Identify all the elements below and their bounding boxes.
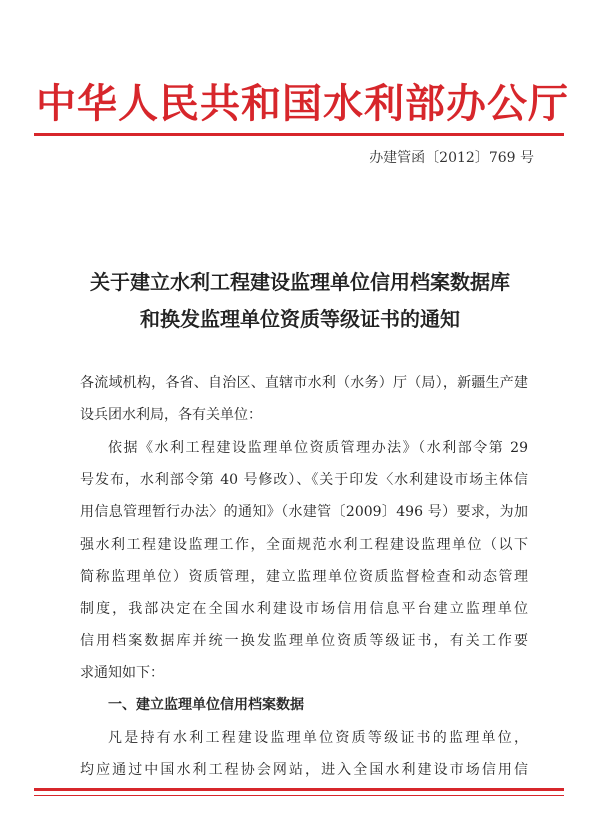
body-line: 信用档案数据库并统一换发监理单位资质等级证书，有关工作要 [80, 633, 528, 649]
section-heading: 一、建立监理单位信用档案数据 [108, 697, 304, 713]
body-line: 凡是持有水利工程建设监理单位资质等级证书的监理单位， [108, 730, 528, 746]
issuing-organization-title: 中华人民共和国水利部办公厅 [36, 80, 569, 127]
document-number: 办建管函〔2012〕769 号 [369, 150, 534, 166]
notice-title-line-1: 关于建立水利工程建设监理单位信用档案数据库 [90, 270, 510, 294]
red-header-rule [34, 133, 564, 136]
body-line: 均应通过中国水利工程协会网站，进入全国水利建设市场信用信 [80, 762, 528, 778]
body-line: 用信息管理暂行办法〉的通知》（水建管〔2009〕496 号）要求，为加 [80, 504, 528, 520]
body-line: 号发布，水利部令第 40 号修改）、《关于印发〈水利建设市场主体信 [80, 472, 528, 488]
body-line: 求通知如下： [80, 665, 164, 681]
red-footer-rule [34, 788, 564, 791]
body-line: 依据《水利工程建设监理单位资质管理办法》（水利部令第 29 [108, 440, 528, 456]
body-line: 设兵团水利局，各有关单位： [80, 407, 262, 423]
body-line: 制度，我部决定在全国水利建设市场信用信息平台建立监理单位 [80, 601, 528, 617]
body-line: 各流域机构，各省、自治区、直辖市水利（水务）厅（局），新疆生产建 [80, 375, 528, 391]
red-footer-thin-rule [34, 795, 564, 796]
body-line: 简称监理单位）资质管理，建立监理单位资质监督检查和动态管理 [80, 569, 528, 585]
notice-title-line-2: 和换发监理单位资质等级证书的通知 [140, 307, 460, 331]
body-line: 强水利工程建设监理工作，全面规范水利工程建设监理单位（以下 [80, 537, 528, 553]
